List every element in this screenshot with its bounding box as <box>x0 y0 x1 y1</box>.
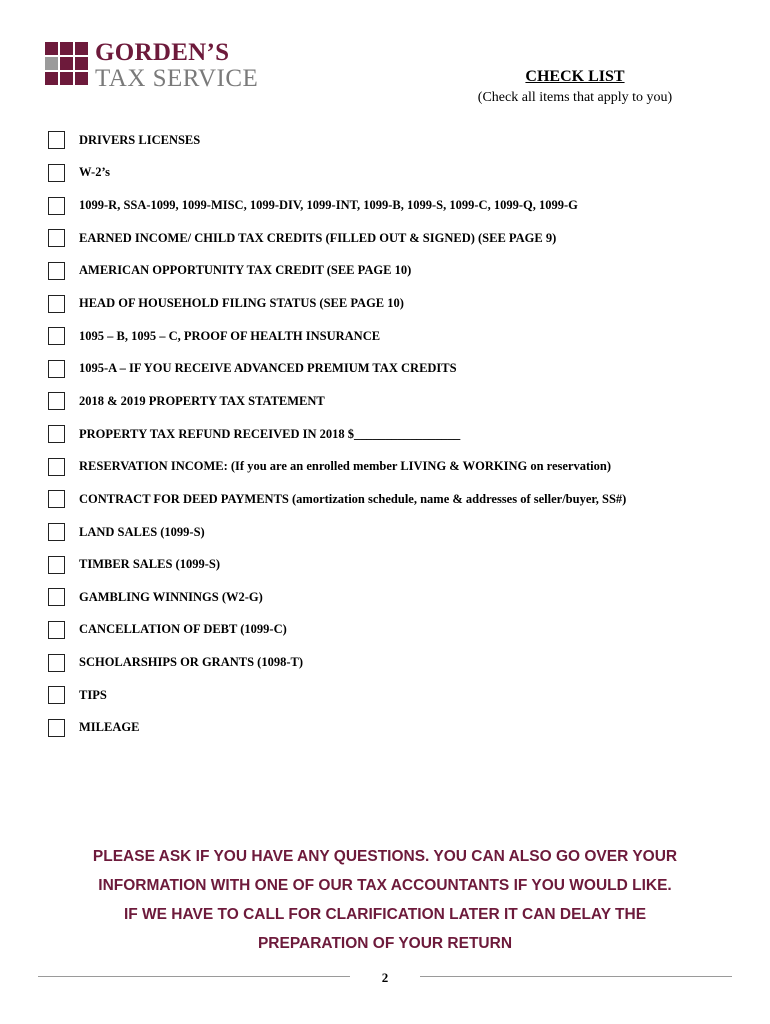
checkbox[interactable] <box>48 686 65 704</box>
logo-grid-icon <box>45 42 88 85</box>
checklist-item <box>48 516 626 549</box>
logo-square <box>45 57 58 70</box>
checklist-item <box>48 581 626 614</box>
logo-text <box>95 39 259 92</box>
logo-square <box>60 57 73 70</box>
checkbox[interactable] <box>48 719 65 737</box>
checkbox[interactable] <box>48 490 65 508</box>
checklist-item-label: AMERICAN OPPORTUNITY TAX CREDIT (SEE PAGE 10) <box>79 263 412 278</box>
checkbox[interactable] <box>48 458 65 476</box>
checklist-item <box>48 646 626 679</box>
checklist-item-label: HEAD OF HOUSEHOLD FILING STATUS (SEE PAGE 10) <box>79 296 404 311</box>
checklist <box>48 124 626 744</box>
checkbox[interactable] <box>48 164 65 182</box>
checkbox[interactable] <box>48 262 65 280</box>
logo-square <box>45 42 58 55</box>
notice-line: IF WE HAVE TO CALL FOR CLARIFICATION LATER IT CAN DELAY THE <box>123 906 647 923</box>
page-subtitle: (Check all items that apply to you) <box>477 90 673 105</box>
notice-line: INFORMATION WITH ONE OF OUR TAX ACCOUNTANTS IF YOU WOULD LIKE. <box>98 877 672 894</box>
checklist-item-label: 1095-A – IF YOU RECEIVE ADVANCED PREMIUM TAX CREDITS <box>79 361 457 376</box>
page-title: CHECK LIST <box>525 68 625 85</box>
checkbox[interactable] <box>48 229 65 247</box>
checklist-item-label: 1095 – B, 1095 – C, PROOF OF HEALTH INSURANCE <box>79 328 381 343</box>
checkbox[interactable] <box>48 621 65 639</box>
checklist-item-label: TIMBER SALES (1099-S) <box>79 557 220 572</box>
checklist-item-label: EARNED INCOME/ CHILD TAX CREDITS (FILLED OUT & SIGNED) (SEE PAGE 9) <box>79 230 557 245</box>
checklist-item <box>48 385 626 418</box>
checklist-item <box>48 287 626 320</box>
checklist-item-label: 2018 & 2019 PROPERTY TAX STATEMENT <box>79 393 325 408</box>
notice-line: PREPARATION OF YOUR RETURN <box>257 935 513 952</box>
logo-square <box>75 72 88 85</box>
checklist-item <box>48 679 626 712</box>
logo-square <box>45 72 58 85</box>
checklist-item-label: DRIVERS LICENSES <box>79 132 201 147</box>
company-logo <box>45 39 259 92</box>
checkbox[interactable] <box>48 425 65 443</box>
checklist-item-label: MILEAGE <box>79 720 140 735</box>
notice-message <box>0 842 770 958</box>
logo-square <box>75 57 88 70</box>
checklist-item-label: PROPERTY TAX REFUND RECEIVED IN 2018 $_________________ <box>79 426 461 441</box>
checkbox[interactable] <box>48 295 65 313</box>
checkbox[interactable] <box>48 654 65 672</box>
checklist-item-label: 1099-R, SSA-1099, 1099-MISC, 1099-DIV, 1099-INT, 1099-B, 1099-S, 1099-C, 1099-Q, 1099-G <box>79 198 578 213</box>
logo-company-name: GORDEN’S <box>95 39 230 66</box>
footer-rule-left <box>38 976 350 977</box>
logo-square <box>75 42 88 55</box>
logo-square <box>60 42 73 55</box>
checklist-item <box>48 124 626 157</box>
checklist-item <box>48 614 626 647</box>
notice-line: PLEASE ASK IF YOU HAVE ANY QUESTIONS. YOU CAN ALSO GO OVER YOUR <box>92 848 678 865</box>
checkbox[interactable] <box>48 523 65 541</box>
checklist-item-label: CONTRACT FOR DEED PAYMENTS (amortization schedule, name & addresses of seller/buyer, SS#) <box>79 491 627 506</box>
checkbox[interactable] <box>48 131 65 149</box>
page-number: 2 <box>381 970 389 985</box>
checkbox[interactable] <box>48 588 65 606</box>
checklist-item <box>48 712 626 745</box>
checklist-item-label: CANCELLATION OF DEBT (1099-C) <box>79 622 287 637</box>
checkbox[interactable] <box>48 556 65 574</box>
footer-rule-right <box>420 976 732 977</box>
checklist-item-label: GAMBLING WINNINGS (W2-G) <box>79 589 263 604</box>
checklist-item-label: RESERVATION INCOME: (If you are an enrolled member LIVING & WORKING on reservation) <box>79 459 611 474</box>
checklist-item <box>48 450 626 483</box>
checklist-item <box>48 255 626 288</box>
checklist-item-label: TIPS <box>79 687 107 702</box>
checklist-item-label: LAND SALES (1099-S) <box>79 524 205 539</box>
checklist-item-label: W-2’s <box>79 165 111 180</box>
checklist-item <box>48 222 626 255</box>
checklist-item <box>48 320 626 353</box>
checklist-item <box>48 418 626 451</box>
checklist-item <box>48 189 626 222</box>
checklist-item <box>48 352 626 385</box>
checklist-item-label: SCHOLARSHIPS OR GRANTS (1098-T) <box>79 655 303 670</box>
checkbox[interactable] <box>48 360 65 378</box>
checkbox[interactable] <box>48 392 65 410</box>
logo-square <box>60 72 73 85</box>
checkbox[interactable] <box>48 327 65 345</box>
checklist-item <box>48 157 626 190</box>
checklist-item <box>48 483 626 516</box>
checklist-item <box>48 548 626 581</box>
logo-company-subtitle: TAX SERVICE <box>95 65 259 92</box>
checkbox[interactable] <box>48 197 65 215</box>
